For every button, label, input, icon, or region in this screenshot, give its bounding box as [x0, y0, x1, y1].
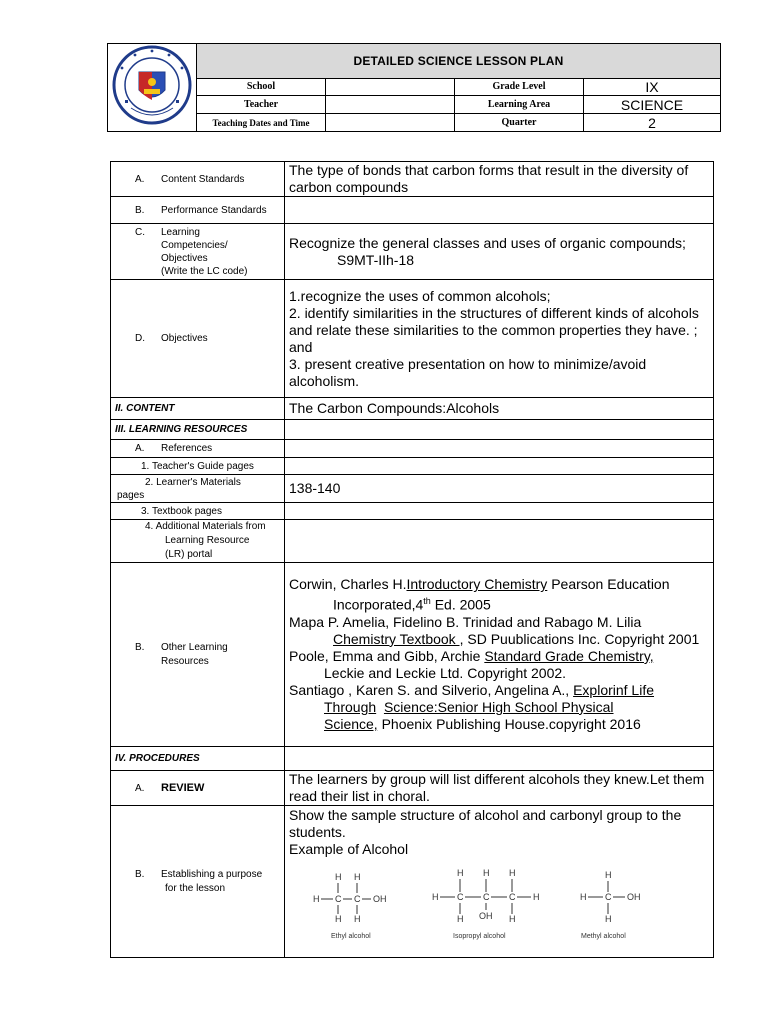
- objectives-row: [111, 280, 714, 398]
- objective-2: 2. identify similarities in the structures of different kinds of alcohols and relate these similarities to the common properties they have. ; and: [289, 304, 699, 355]
- reference-2: Mapa P. Amelia, Fidelino B. Trinidad and Rabago M. Lilia: [289, 613, 642, 630]
- svg-text:H: H: [354, 872, 361, 882]
- svg-text:H: H: [335, 872, 342, 882]
- page-title: DETAILED SCIENCE LESSON PLAN: [197, 44, 721, 79]
- svg-text:H: H: [432, 892, 439, 902]
- review-value: The learners by group will list different alcohols they knew.Let them read their list in choral.: [285, 771, 714, 806]
- svg-text:C: C: [483, 892, 490, 902]
- review-label: A. REVIEW: [111, 771, 285, 806]
- learners-materials-label: 2. Learner's Materials pages: [111, 475, 285, 503]
- svg-text:H: H: [605, 914, 612, 924]
- reference-4: Santiago , Karen S. and Silverio, Angelina A., Explorinf Life: [289, 681, 655, 698]
- learners-materials-row: [111, 475, 714, 503]
- teachers-guide-value: [285, 458, 714, 475]
- dates-label: Teaching Dates and Time: [197, 114, 326, 132]
- teacher-value: [326, 96, 455, 114]
- reference-3: Poole, Emma and Gibb, Archie Standard Grade Chemistry,: [289, 647, 654, 664]
- textbook-row: [111, 503, 714, 520]
- teachers-guide-row: [111, 458, 714, 475]
- svg-text:H: H: [509, 868, 516, 878]
- purpose-value: Show the sample structure of alcohol and carbonyl group to the students. Example of Alcohol H H H C C OH H H Ethyl alcohol H H H H C C C H H OH H Isopropyl alcohol H H C OH H Methyl alcohol: [285, 806, 714, 958]
- objective-1: 1.recognize the uses of common alcohols;: [289, 287, 551, 304]
- additional-materials-value: [285, 520, 714, 563]
- svg-text:H: H: [313, 894, 320, 904]
- reference-1: Corwin, Charles H.Introductory Chemistry Pearson Education: [289, 576, 670, 593]
- isopropyl-alcohol-structure: [432, 868, 540, 940]
- learning-area-value: SCIENCE: [584, 96, 721, 114]
- additional-materials-row: [111, 520, 714, 563]
- references-row: [111, 440, 714, 458]
- svg-text:C: C: [457, 892, 464, 902]
- grade-level-label: Grade Level: [455, 78, 584, 96]
- resources-row: [111, 420, 714, 440]
- procedures-row: [111, 747, 714, 771]
- textbook-label: 3. Textbook pages: [111, 503, 285, 520]
- svg-text:C: C: [335, 894, 342, 904]
- svg-text:H: H: [335, 914, 342, 924]
- svg-text:OH: OH: [627, 892, 641, 902]
- svg-text:H: H: [533, 892, 540, 902]
- header-table: [107, 43, 721, 132]
- textbook-value: [285, 503, 714, 520]
- svg-text:OH: OH: [373, 894, 387, 904]
- svg-text:H: H: [483, 868, 490, 878]
- competencies-row: [111, 224, 714, 280]
- performance-standards-label: B. Performance Standards: [111, 197, 285, 224]
- review-row: [111, 771, 714, 806]
- svg-text:H: H: [354, 914, 361, 924]
- methyl-alcohol-structure: [580, 870, 641, 940]
- content-value: The Carbon Compounds:Alcohols: [285, 398, 714, 420]
- ethyl-alcohol-caption: Ethyl alcohol: [331, 933, 371, 940]
- teacher-label: Teacher: [197, 96, 326, 114]
- school-label: School: [197, 78, 326, 96]
- content-row: [111, 398, 714, 420]
- resources-label: III. LEARNING RESOURCES: [111, 420, 285, 440]
- grade-level-value: IX: [584, 78, 721, 96]
- lesson-plan-table: [110, 161, 714, 958]
- svg-text:H: H: [509, 914, 516, 924]
- other-resources-label: B. Other Learning Resources: [111, 563, 285, 747]
- objectives-label: D. Objectives: [111, 280, 285, 398]
- svg-text:OH: OH: [479, 911, 493, 921]
- teachers-guide-label: 1. Teacher's Guide pages: [111, 458, 285, 475]
- svg-text:H: H: [580, 892, 587, 902]
- content-standards-row: [111, 162, 714, 197]
- performance-standards-value: [285, 197, 714, 224]
- deped-seal: [108, 44, 197, 132]
- competencies-value: Recognize the general classes and uses of organic compounds; S9MT-IIh-18: [285, 224, 714, 280]
- purpose-label: B. Establishing a purpose for the lesson: [111, 806, 285, 958]
- svg-text:H: H: [457, 914, 464, 924]
- learners-materials-value: 138-140: [285, 475, 714, 503]
- content-standards-label: A. Content Standards: [111, 162, 285, 197]
- seal-icon: [111, 44, 193, 126]
- dates-value: [326, 114, 455, 132]
- content-label: II. CONTENT: [111, 398, 285, 420]
- references-label: A. References: [111, 440, 285, 458]
- svg-text:H: H: [605, 870, 612, 880]
- ethyl-alcohol-structure: [313, 872, 387, 940]
- alcohol-structures-figure: [289, 858, 709, 944]
- school-value: [326, 78, 455, 96]
- svg-text:C: C: [605, 892, 612, 902]
- objective-3: 3. present creative presentation on how to minimize/avoid alcoholism.: [289, 355, 647, 389]
- quarter-label: Quarter: [455, 114, 584, 132]
- isopropyl-alcohol-caption: Isopropyl alcohol: [453, 933, 506, 940]
- procedures-label: IV. PROCEDURES: [111, 747, 285, 771]
- other-resources-value: Corwin, Charles H.Introductory Chemistry Pearson Education Incorporated,4th Ed. 2005 Mapa P. Amelia, Fidelino B. Trinidad and Rabago M. Lilia Chemistry Textbook , SD Puublications Inc. Copyright 2001 Poole, Emma and Gibb, Archie Standard Grade Chemistry, Leckie and Leckie Ltd. Copyright 2002. Santiago , Karen S. and Silverio, Angelina A., Explorinf Life Through Science:Senior High School Physical Science, Phoenix Publishing House.copyright 2016: [285, 563, 714, 747]
- svg-text:C: C: [354, 894, 361, 904]
- performance-standards-row: [111, 197, 714, 224]
- purpose-row: [111, 806, 714, 958]
- competencies-label: C. Learning Competencies/ Objectives (Write the LC code): [111, 224, 285, 280]
- quarter-value: 2: [584, 114, 721, 132]
- objectives-value: [285, 280, 714, 398]
- other-resources-row: [111, 563, 714, 747]
- svg-text:H: H: [457, 868, 464, 878]
- content-standards-value: The type of bonds that carbon forms that result in the diversity of carbon compounds: [285, 162, 714, 197]
- methyl-alcohol-caption: Methyl alcohol: [581, 933, 626, 940]
- additional-materials-label: 4. Additional Materials from Learning Resource (LR) portal: [111, 520, 285, 563]
- svg-text:C: C: [509, 892, 516, 902]
- learning-area-label: Learning Area: [455, 96, 584, 114]
